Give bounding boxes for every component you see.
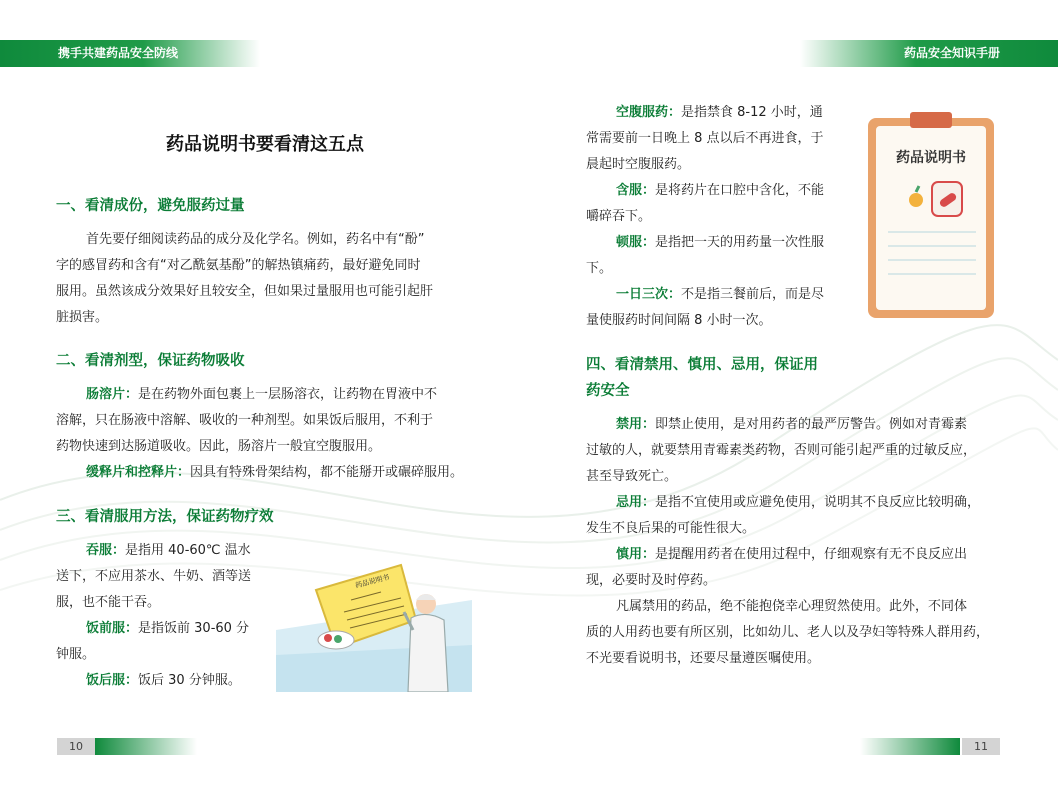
term-label: 含服： <box>616 183 656 198</box>
paragraph-line: 首先要仔细阅读药品的成分及化学名。例如，药名中有“酚” <box>86 232 425 247</box>
section-ingredients <box>56 193 474 331</box>
paragraph-line: 顿服：是指把一天的用药量一次性服 <box>616 235 825 250</box>
paragraph-line: 不光要看说明书，还要尽量遵医嘱使用。 <box>586 651 821 666</box>
paragraph-line: 禁用：即禁止使用，是对用药者的最严厉警告。例如对青霉素 <box>616 417 968 432</box>
doctor-illustration <box>276 560 472 692</box>
doctor-with-sign-icon <box>276 560 472 692</box>
paragraph-line: 脏损害。 <box>56 310 109 325</box>
term-label: 肠溶片： <box>86 387 139 402</box>
paragraph-line: 量使服药时间间隔 8 小时一次。 <box>586 313 772 328</box>
section-heading-line: 药安全 <box>586 383 630 399</box>
paragraph-line: 现，必要时及时停药。 <box>586 573 717 588</box>
section-heading: 一、看清成份，避免服药过量 <box>56 198 245 214</box>
term-label: 一日三次： <box>616 287 682 302</box>
paragraph-line: 常需要前一日晚上 8 点以后不再进食，于 <box>586 131 824 146</box>
section-heading: 三、看清服用方法，保证药物疗效 <box>56 509 274 525</box>
term-label: 顿服： <box>616 235 656 250</box>
right-page-number: 11 <box>962 738 1000 755</box>
paragraph-line: 缓释片和控释片：因具有特殊骨架结构，都不能掰开或碾碎服用。 <box>86 465 464 480</box>
right-header-title: 药品安全知识手册 <box>903 46 1000 60</box>
paragraph-line: 空腹服药：是指禁食 8-12 小时，通 <box>616 105 823 120</box>
paragraph-line: 凡属禁用的药品，绝不能抱侥幸心理贸然使用。此外，不同体 <box>616 599 968 614</box>
paragraph-line: 吞服：是指用 40-60℃ 温水 <box>86 543 251 558</box>
paragraph-line: 晨起时空腹服药。 <box>586 157 691 172</box>
term-label: 饭前服： <box>86 621 139 636</box>
paragraph-line: 甚至导致死亡。 <box>586 469 678 484</box>
right-footer-bar <box>860 738 960 755</box>
usage-terms-block <box>586 100 848 334</box>
left-footer-bar <box>95 738 197 755</box>
paragraph-line: 溶解，只在肠液中溶解、吸收的一种剂型。如果饭后服用，不利于 <box>56 413 434 428</box>
left-page-number: 10 <box>57 738 95 755</box>
paragraph-line: 送下，不应用茶水、牛奶、酒等送 <box>56 569 252 584</box>
paragraph-line: 下。 <box>586 261 613 276</box>
left-header-title: 携手共建药品安全防线 <box>58 46 179 60</box>
section-dosage-form <box>56 348 474 486</box>
paragraph-line: 字的感冒药和含有“对乙酰氨基酚”的解热镇痛药，最好避免同时 <box>56 258 421 273</box>
term-label: 慎用： <box>616 547 656 562</box>
paragraph-line: 发生不良后果的可能性很大。 <box>586 521 756 536</box>
paragraph-line: 饭前服：是指饭前 30-60 分 <box>86 621 250 636</box>
right-header-bar <box>800 40 1058 67</box>
clipboard-icon <box>866 110 996 320</box>
left-header-bar <box>0 40 260 67</box>
paragraph-line: 肠溶片：是在药物外面包裹上一层肠溶衣，让药物在胃液中不 <box>86 387 438 402</box>
paragraph-line: 质的人用药也要有所区别，比如幼儿、老人以及孕妇等特殊人群用药， <box>586 625 990 640</box>
paragraph-line: 饭后服：饭后 30 分钟服。 <box>86 673 241 688</box>
paragraph-line: 忌用：是指不宜使用或应避免使用，说明其不良反应比较明确， <box>616 495 981 510</box>
clipboard-title: 药品说明书 <box>896 150 966 166</box>
paragraph-line: 慎用：是提醒用药者在使用过程中，仔细观察有无不良反应出 <box>616 547 968 562</box>
sign-text: 药品说明书 <box>354 573 391 590</box>
paragraph-line: 过敏的人，就要禁用青霉素类药物，否则可能引起严重的过敏反应， <box>586 443 977 458</box>
page-title: 药品说明书要看清这五点 <box>166 134 364 155</box>
term-label: 吞服： <box>86 543 126 558</box>
paragraph-line: 服，也不能干吞。 <box>56 595 161 610</box>
paragraph-line: 钟服。 <box>56 647 96 662</box>
paragraph-line: 服用。虽然该成分效果好且较安全，但如果过量服用也可能引起肝 <box>56 284 434 299</box>
section-heading: 二、看清剂型，保证药物吸收 <box>56 353 245 369</box>
term-label: 饭后服： <box>86 673 139 688</box>
clipboard-illustration <box>866 110 996 320</box>
term-label: 禁用： <box>616 417 656 432</box>
section-contraindications <box>586 352 1004 672</box>
section-heading-line: 四、看清禁用、慎用、忌用，保证用 <box>586 357 818 373</box>
paragraph-line: 嚼碎吞下。 <box>586 209 652 224</box>
term-label: 缓释片和控释片： <box>86 465 191 480</box>
paragraph-line: 一日三次：不是指三餐前后，而是尽 <box>616 287 825 302</box>
paragraph-line: 含服：是将药片在口腔中含化，不能 <box>616 183 825 198</box>
term-label: 空腹服药： <box>616 105 682 120</box>
paragraph-line: 药物快速到达肠道吸收。因此，肠溶片一般宜空腹服用。 <box>56 439 382 454</box>
term-label: 忌用： <box>616 495 656 510</box>
